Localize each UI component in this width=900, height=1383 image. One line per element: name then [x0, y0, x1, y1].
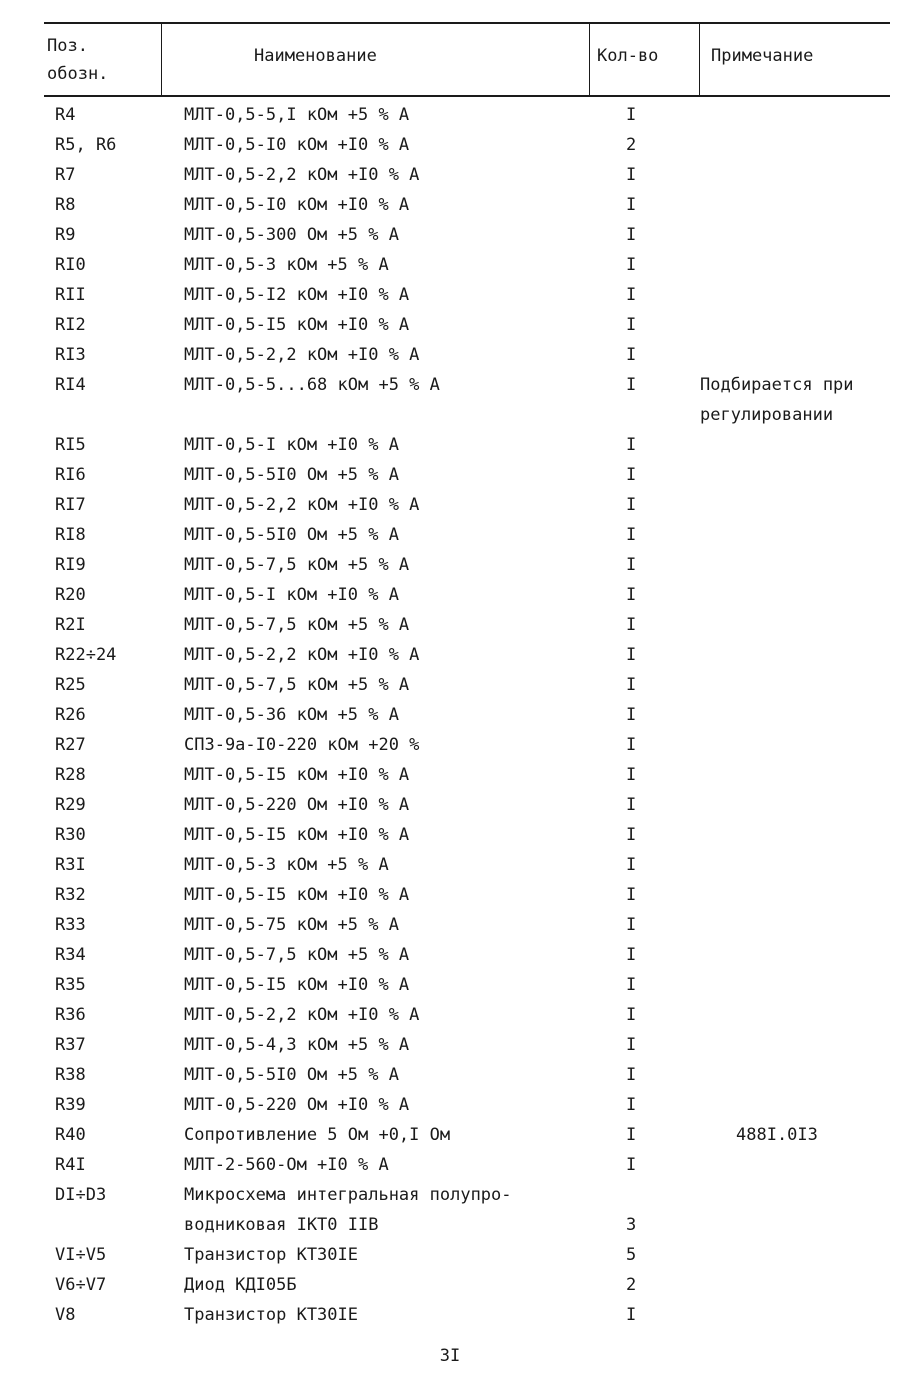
position-designator: R34 [55, 945, 86, 965]
position-designator: RI7 [55, 495, 86, 515]
position-designator: R30 [55, 825, 86, 845]
header-qty: Кол-во [597, 46, 659, 66]
quantity: I [626, 525, 637, 545]
component-name: МЛТ-0,5-I5 кОм +I0 % А [184, 315, 410, 335]
table-row [0, 490, 900, 520]
component-name: МЛТ-0,5-I кОм +I0 % А [184, 435, 399, 455]
position-designator: RI9 [55, 555, 86, 575]
position-designator: R37 [55, 1035, 86, 1055]
note-continued: регулировании [700, 405, 834, 425]
component-name: МЛТ-0,5-5I0 Ом +5 % А [184, 465, 399, 485]
position-designator: RI3 [55, 345, 86, 365]
component-name: МЛТ-0,5-I кОм +I0 % А [184, 585, 399, 605]
table-row [0, 160, 900, 190]
table-row [0, 580, 900, 610]
component-name: МЛТ-0,5-I5 кОм +I0 % А [184, 825, 410, 845]
quantity: I [626, 1155, 637, 1175]
table-row [0, 100, 900, 130]
table-row [0, 1270, 900, 1300]
position-designator: R29 [55, 795, 86, 815]
table-row [0, 1120, 900, 1150]
position-designator: RI6 [55, 465, 86, 485]
position-designator: R3I [55, 855, 86, 875]
quantity: I [626, 195, 637, 215]
component-name: МЛТ-0,5-I5 кОм +I0 % А [184, 885, 410, 905]
quantity: I [626, 735, 637, 755]
component-name: МЛТ-0,5-220 Ом +I0 % А [184, 795, 410, 815]
table-row [0, 310, 900, 340]
table-row [0, 1240, 900, 1270]
component-name: Транзистор КТ30IЕ [184, 1245, 358, 1265]
position-designator: RII [55, 285, 86, 305]
component-name: МЛТ-0,5-75 кОм +5 % А [184, 915, 399, 935]
note: Подбирается при [700, 375, 854, 395]
header-pos-line2: обозн. [47, 64, 109, 84]
quantity: I [626, 105, 637, 125]
position-designator: RI5 [55, 435, 86, 455]
position-designator: RI8 [55, 525, 86, 545]
position-designator: R26 [55, 705, 86, 725]
component-name: МЛТ-0,5-7,5 кОм +5 % А [184, 945, 410, 965]
table-row [0, 850, 900, 880]
quantity: 3 [626, 1215, 637, 1235]
component-name: МЛТ-0,5-5I0 Ом +5 % А [184, 525, 399, 545]
position-designator: R35 [55, 975, 86, 995]
position-designator: R9 [55, 225, 76, 245]
component-name: МЛТ-0,5-I5 кОм +I0 % А [184, 765, 410, 785]
component-name: МЛТ-0,5-I0 кОм +I0 % А [184, 135, 410, 155]
quantity: I [626, 675, 637, 695]
position-designator: DI÷D3 [55, 1185, 107, 1205]
quantity: I [626, 1125, 637, 1145]
header-pos-line1: Поз. [47, 36, 88, 56]
quantity: I [626, 435, 637, 455]
component-name: МЛТ-0,5-5...68 кОм +5 % А [184, 375, 440, 395]
table-row [0, 1000, 900, 1030]
position-designator: R4I [55, 1155, 86, 1175]
table-row [0, 700, 900, 730]
component-name: МЛТ-0,5-2,2 кОм +I0 % А [184, 165, 420, 185]
quantity: I [626, 465, 637, 485]
table-row [0, 940, 900, 970]
quantity: I [626, 885, 637, 905]
table-row [0, 250, 900, 280]
quantity: I [626, 225, 637, 245]
quantity: I [626, 165, 637, 185]
position-designator: R27 [55, 735, 86, 755]
component-name: МЛТ-0,5-5,I кОм +5 % А [184, 105, 410, 125]
column-divider-3 [699, 24, 700, 96]
component-name: МЛТ-0,5-7,5 кОм +5 % А [184, 555, 410, 575]
component-name: МЛТ-0,5-I5 кОм +I0 % А [184, 975, 410, 995]
table-row [0, 1060, 900, 1090]
position-designator: RI4 [55, 375, 86, 395]
table-row [0, 370, 900, 430]
position-designator: R32 [55, 885, 86, 905]
quantity: 2 [626, 135, 637, 155]
quantity: I [626, 615, 637, 635]
position-designator: VI÷V5 [55, 1245, 107, 1265]
component-name: МЛТ-0,5-I2 кОм +I0 % А [184, 285, 410, 305]
table-row [0, 430, 900, 460]
quantity: I [626, 345, 637, 365]
quantity: I [626, 375, 637, 395]
quantity: I [626, 975, 637, 995]
table-row [0, 910, 900, 940]
quantity: I [626, 945, 637, 965]
table-row [0, 1180, 900, 1210]
table-row [0, 220, 900, 250]
component-name: СП3-9а-I0-220 кОм +20 % [184, 735, 420, 755]
quantity: I [626, 555, 637, 575]
quantity: 2 [626, 1275, 637, 1295]
note: 488I.0I3 [736, 1125, 818, 1145]
component-name: Микросхема интегральная полупро- [184, 1185, 512, 1205]
quantity: 5 [626, 1245, 637, 1265]
position-designator: RI0 [55, 255, 86, 275]
header-note: Примечание [711, 46, 814, 66]
quantity: I [626, 1305, 637, 1325]
table-row [0, 280, 900, 310]
table-row [0, 880, 900, 910]
table-row [0, 790, 900, 820]
quantity: I [626, 255, 637, 275]
quantity: I [626, 855, 637, 875]
component-name: МЛТ-0,5-7,5 кОм +5 % А [184, 675, 410, 695]
component-name: МЛТ-0,5-300 Ом +5 % А [184, 225, 399, 245]
table-row [0, 1090, 900, 1120]
page-number: 3I [439, 1346, 461, 1366]
header-top-rule [44, 22, 890, 24]
component-name: МЛТ-0,5-2,2 кОм +I0 % А [184, 1005, 420, 1025]
table-row [0, 520, 900, 550]
component-name: МЛТ-0,5-7,5 кОм +5 % А [184, 615, 410, 635]
table-row [0, 130, 900, 160]
component-name: МЛТ-0,5-2,2 кОм +I0 % А [184, 645, 420, 665]
column-divider-1 [161, 24, 162, 96]
table-row [0, 1030, 900, 1060]
component-name: МЛТ-0,5-36 кОм +5 % А [184, 705, 399, 725]
table-row [0, 190, 900, 220]
position-designator: R38 [55, 1065, 86, 1085]
component-name: МЛТ-2-560-Ом +I0 % А [184, 1155, 389, 1175]
quantity: I [626, 1035, 637, 1055]
table-row [0, 760, 900, 790]
table-row [0, 1150, 900, 1180]
component-name: МЛТ-0,5-3 кОм +5 % А [184, 855, 389, 875]
quantity: I [626, 915, 637, 935]
quantity: I [626, 1005, 637, 1025]
position-designator: R36 [55, 1005, 86, 1025]
table-row [0, 610, 900, 640]
position-designator: R28 [55, 765, 86, 785]
quantity: I [626, 585, 637, 605]
position-designator: R33 [55, 915, 86, 935]
position-designator: R25 [55, 675, 86, 695]
table-row [0, 1210, 900, 1240]
quantity: I [626, 795, 637, 815]
table-row [0, 820, 900, 850]
table-row [0, 670, 900, 700]
quantity: I [626, 495, 637, 515]
table-row [0, 640, 900, 670]
column-divider-2 [589, 24, 590, 96]
table-row [0, 340, 900, 370]
component-name: Транзистор КТ30IЕ [184, 1305, 358, 1325]
table-row [0, 1300, 900, 1330]
component-name: Сопротивление 5 Ом +0,I Ом [184, 1125, 451, 1145]
position-designator: V6÷V7 [55, 1275, 107, 1295]
position-designator: R22÷24 [55, 645, 117, 665]
position-designator: R8 [55, 195, 76, 215]
quantity: I [626, 315, 637, 335]
quantity: I [626, 1095, 637, 1115]
position-designator: R7 [55, 165, 76, 185]
position-designator: R5, R6 [55, 135, 117, 155]
table-row [0, 460, 900, 490]
quantity: I [626, 645, 637, 665]
component-name: МЛТ-0,5-2,2 кОм +I0 % А [184, 495, 420, 515]
table-row [0, 550, 900, 580]
component-name: МЛТ-0,5-I0 кОм +I0 % А [184, 195, 410, 215]
spec-table [0, 100, 900, 1330]
component-name: МЛТ-0,5-3 кОм +5 % А [184, 255, 389, 275]
component-name: МЛТ-0,5-4,3 кОм +5 % А [184, 1035, 410, 1055]
component-name: МЛТ-0,5-220 Ом +I0 % А [184, 1095, 410, 1115]
component-name: водниковая IКТ0 IIВ [184, 1215, 379, 1235]
component-name: Диод КДI05Б [184, 1275, 297, 1295]
table-row [0, 730, 900, 760]
component-name: МЛТ-0,5-5I0 Ом +5 % А [184, 1065, 399, 1085]
position-designator: V8 [55, 1305, 76, 1325]
quantity: I [626, 1065, 637, 1085]
component-name: МЛТ-0,5-2,2 кОм +I0 % А [184, 345, 420, 365]
quantity: I [626, 285, 637, 305]
quantity: I [626, 825, 637, 845]
header-name: Наименование [254, 46, 377, 66]
quantity: I [626, 765, 637, 785]
position-designator: R20 [55, 585, 86, 605]
header-bottom-rule [44, 95, 890, 97]
quantity: I [626, 705, 637, 725]
table-row [0, 970, 900, 1000]
position-designator: R39 [55, 1095, 86, 1115]
position-designator: R4 [55, 105, 76, 125]
position-designator: RI2 [55, 315, 86, 335]
position-designator: R40 [55, 1125, 86, 1145]
position-designator: R2I [55, 615, 86, 635]
